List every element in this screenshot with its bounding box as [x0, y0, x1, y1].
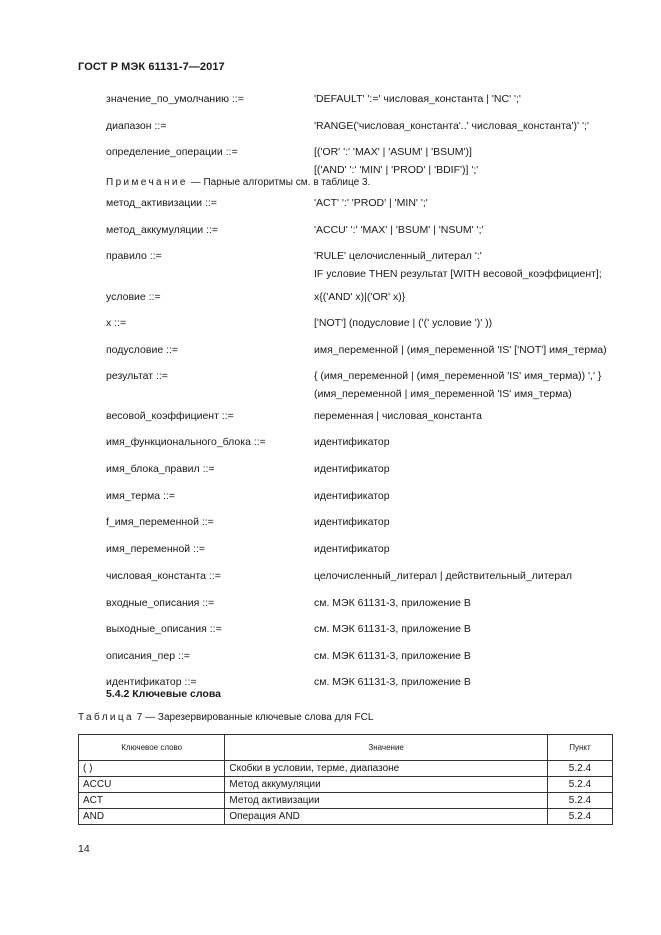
rule-definition-line: IF условие THEN результат [WITH весовой_коэффициент]; [314, 268, 602, 280]
rule-term: числовая_константа ::= [106, 570, 221, 582]
rule-definition [314, 194, 428, 212]
column-header-meaning: Значение [225, 735, 547, 761]
rule-definition-line: переменная | числовая_константа [314, 410, 482, 422]
rule-term: входные_описания ::= [106, 597, 215, 609]
keyword-cell: ACT [79, 793, 225, 809]
rule-definition-line: см. МЭК 61131-3, приложение В [314, 676, 471, 688]
keyword-cell: ACCU [79, 777, 225, 793]
rule-term: имя_блока_правил ::= [106, 463, 215, 475]
rule-definition-line: см. МЭК 61131-3, приложение В [314, 623, 471, 635]
rule-definition-line: идентификатор [314, 463, 390, 475]
table-row [79, 809, 613, 825]
table-row [79, 761, 613, 777]
rule-term: f_имя_переменной ::= [106, 516, 214, 528]
table-caption [78, 712, 373, 723]
rule-definition-line: целочисленный_литерал | действительный_литерал [314, 570, 573, 582]
document-header: ГОСТ Р МЭК 61131-7—2017 [78, 61, 225, 73]
clause-cell: 5.2.4 [547, 777, 612, 793]
rule-definition [314, 487, 390, 505]
rule-definition [314, 620, 471, 638]
meaning-cell: Скобки в условии, терме, диапазоне [225, 761, 547, 777]
meaning-cell: Метод активизации [225, 793, 547, 809]
rule-definition-line: идентификатор [314, 516, 390, 528]
rule-definition-line: [('OR' ':' 'MAX' | 'ASUM' | 'BSUM')] [314, 146, 472, 158]
rule-definition-line: 'ACT' ':' 'PROD' | 'MIN' ';' [314, 197, 428, 209]
rule-definition-line: 'ACCU' ':' 'MAX' | 'BSUM' | 'NSUM' ';' [314, 224, 484, 236]
rule-definition-line: идентификатор [314, 490, 390, 502]
rule-term: x ::= [106, 317, 127, 329]
rule-definition [314, 673, 471, 691]
rule-definition-line: имя_переменной | (имя_переменной 'IS' ['NOT'] имя_терма) [314, 344, 607, 356]
rule-definition [314, 90, 521, 108]
rule-term: имя_функционального_блока ::= [106, 436, 266, 448]
table-row [79, 777, 613, 793]
meaning-cell: Метод аккумуляции [225, 777, 547, 793]
rule-definition [314, 367, 601, 403]
rule-definition-line: см. МЭК 61131-3, приложение В [314, 650, 471, 662]
rule-definition-line: 'RANGE('числовая_константа'..' числовая_константа')' ';' [314, 120, 589, 132]
keyword-cell: AND [79, 809, 225, 825]
rule-definition [314, 594, 471, 612]
column-header-keyword: Ключевое слово [79, 735, 225, 761]
rule-term: правило ::= [106, 250, 162, 262]
rule-definition [314, 143, 478, 179]
rule-definition [314, 407, 482, 425]
rule-definition [314, 341, 607, 359]
note [106, 177, 370, 188]
rule-definition [314, 540, 390, 558]
rule-term: диапазон ::= [106, 120, 167, 132]
rule-definition-line: x{('AND' x)|('OR' x)} [314, 291, 406, 303]
page-number: 14 [78, 843, 90, 855]
rule-term: весовой_коэффициент ::= [106, 410, 234, 422]
rule-term: значение_по_умолчанию ::= [106, 93, 244, 105]
clause-cell: 5.2.4 [547, 761, 612, 777]
section-heading: 5.4.2 Ключевые слова [106, 688, 221, 700]
rule-definition-line: 'RULE' целочисленный_литерал ':' [314, 250, 482, 262]
rule-definition-line: (имя_переменной | имя_переменной 'IS' имя_терма) [314, 388, 572, 400]
clause-cell: 5.2.4 [547, 793, 612, 809]
table-caption-label: Таблица [78, 712, 135, 723]
rule-definition [314, 117, 589, 135]
rule-definition [314, 433, 390, 451]
meaning-cell: Операция AND [225, 809, 547, 825]
rule-term: выходные_описания ::= [106, 623, 222, 635]
rule-definition-line: { (имя_переменной | (имя_переменной 'IS' имя_терма)) ',' } [314, 370, 602, 382]
table-caption-text: 7 — Зарезервированные ключевые слова для FCL [134, 712, 374, 723]
rule-definition [314, 288, 405, 306]
rule-term: идентификатор ::= [106, 676, 197, 688]
rule-definition-line: ['NOT'] (подусловие | ('(' условие ')' )) [314, 317, 493, 329]
keywords-table [78, 734, 613, 825]
rule-term: метод_активизации ::= [106, 197, 217, 209]
rule-definition [314, 460, 390, 478]
table-header-row [79, 735, 613, 761]
rule-term: результат ::= [106, 370, 168, 382]
rule-definition-line: идентификатор [314, 436, 390, 448]
rule-definition [314, 567, 572, 585]
rule-definition-line: идентификатор [314, 543, 390, 555]
rule-definition [314, 314, 492, 332]
rule-definition [314, 221, 484, 239]
rule-term: подусловие ::= [106, 344, 179, 356]
rule-definition [314, 513, 390, 531]
note-label: Примечание [106, 177, 188, 188]
rule-term: условие ::= [106, 291, 161, 303]
clause-cell: 5.2.4 [547, 809, 612, 825]
rule-definition-line: см. МЭК 61131-3, приложение В [314, 597, 471, 609]
rule-term: метод_аккумуляции ::= [106, 224, 219, 236]
rule-definition [314, 247, 602, 283]
rule-term: определение_операции ::= [106, 146, 238, 158]
rule-term: описания_пер ::= [106, 650, 190, 662]
keyword-cell: ( ) [79, 761, 225, 777]
rule-term: имя_переменной ::= [106, 543, 206, 555]
rule-definition-line: [('AND' ':' 'MIN' | 'PROD' | 'BDIF')] ';' [314, 164, 479, 176]
table-row [79, 793, 613, 809]
rule-term: имя_терма ::= [106, 490, 175, 502]
column-header-clause: Пункт [547, 735, 612, 761]
rule-definition [314, 647, 471, 665]
note-text: — Парные алгоритмы см. в таблице 3. [187, 177, 371, 188]
rule-definition-line: 'DEFAULT' ':=' числовая_константа | 'NC' ';' [314, 93, 521, 105]
